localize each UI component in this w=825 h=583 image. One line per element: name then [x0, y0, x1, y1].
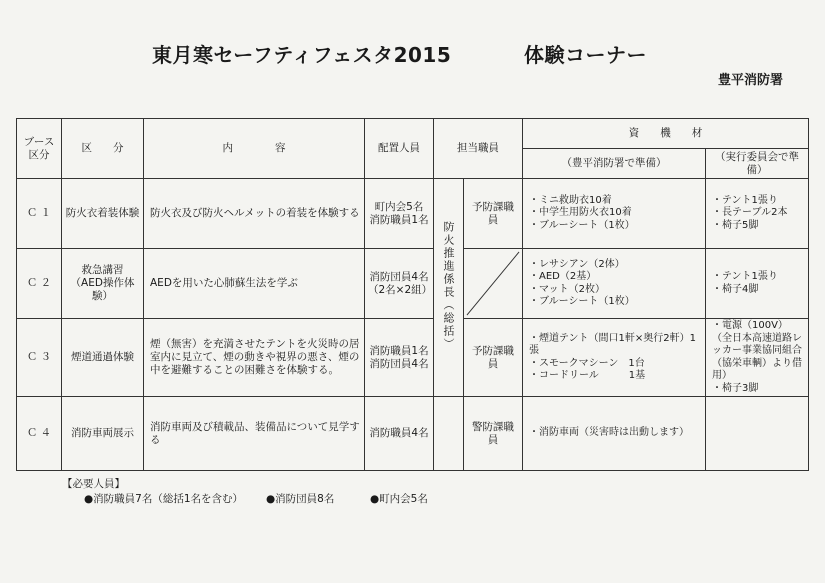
staff-line: 消防団員4名	[369, 270, 429, 283]
list-item: ・ブルーシート（1枚）	[529, 219, 635, 231]
content-cell: 煙（無害）を充満させたテントを火災時の居室内に見立て、煙の動きや視界の悪さ、煙の中を避難することの困難さを体験する。	[144, 319, 365, 397]
officer-supervisor-text: 防火推進係長（総括）	[442, 220, 455, 351]
list-item: ・マット（2枚）	[529, 283, 605, 295]
list-item: ・レサシアン（2体）	[529, 258, 625, 270]
officer-cell-empty	[464, 249, 523, 319]
list-item: ・煙道テント（間口1軒×奥行2軒）1張	[529, 332, 696, 356]
header-staff: 配置人員	[365, 119, 434, 179]
staff-cell	[365, 319, 434, 397]
list-item: ・スモークマシーン 1台	[529, 357, 645, 369]
category-cell	[62, 179, 144, 249]
equipment-committee-cell	[706, 319, 809, 397]
list-item: （全日本高速道路レッカー事業協同組合（協栄車輌）より借用）	[712, 332, 802, 381]
department-name: 豊平消防署	[718, 73, 784, 88]
staff-line: （2名×2組）	[368, 283, 433, 296]
list-item: ・椅子3脚	[712, 382, 759, 394]
list-item: ・椅子4脚	[712, 283, 759, 295]
booth-id: Ｃ ３	[17, 319, 62, 397]
officer-supervisor-cell-empty	[434, 397, 464, 471]
booth-id: Ｃ ４	[17, 397, 62, 471]
header-booth: ブース 区分	[17, 119, 62, 179]
officer-cell: 警防課職員	[464, 397, 523, 471]
header-officer: 担当職員	[434, 119, 523, 179]
table-row	[17, 319, 809, 397]
staff-cell	[365, 249, 434, 319]
experience-corner-table	[16, 118, 809, 471]
staff-cell	[365, 397, 434, 471]
staff-line: 消防団員4名	[369, 357, 429, 370]
required-personnel-item: ●消防職員7名（総括1名を含む）	[84, 493, 244, 505]
list-item: ・電源（100V）	[712, 320, 788, 331]
list-item: ・中学生用防火衣10着	[529, 207, 632, 219]
equipment-fire-dept-cell	[523, 397, 706, 471]
header-equipment: 資 機 材	[523, 119, 809, 149]
header-equipment-fire-dept: （豊平消防署で準備）	[523, 149, 706, 179]
diagonal-strike	[464, 249, 522, 318]
document-title: 東月寒セーフティフェスタ2015	[152, 43, 452, 67]
list-item: ・消防車両（災害時は出動します）	[529, 427, 689, 439]
category-cell	[62, 319, 144, 397]
staff-line: 町内会5名	[374, 200, 424, 213]
equipment-fire-dept-cell	[523, 319, 706, 397]
officer-cell: 予防課職員	[464, 179, 523, 249]
content-cell: AEDを用いた心肺蘇生法を学ぶ	[144, 249, 365, 319]
header-row	[17, 119, 809, 149]
list-item: ・ミニ救助衣10着	[529, 194, 612, 206]
list-item: ・テント1張り	[712, 194, 778, 206]
table-row	[17, 397, 809, 471]
category-line: （AED操作体験）	[70, 277, 135, 302]
category-cell	[62, 249, 144, 319]
list-item: ・椅子5脚	[712, 219, 759, 231]
list-item: ・ブルーシート（1枚）	[529, 296, 635, 307]
booth-id: Ｃ ２	[17, 249, 62, 319]
required-personnel-item: ●町内会5名	[370, 493, 428, 505]
document-subtitle: 体験コーナー	[524, 43, 647, 67]
category-line: 消防車両展示	[71, 427, 134, 439]
equipment-fire-dept-cell	[523, 249, 706, 319]
list-item: ・長テーブル2本	[712, 207, 788, 219]
equipment-committee-cell	[706, 179, 809, 249]
staff-line: 消防職員1名	[369, 213, 429, 226]
category-line: 救急講習	[81, 264, 124, 276]
equipment-committee-cell	[706, 397, 809, 471]
equipment-fire-dept-cell	[523, 179, 706, 249]
category-line: 防火衣着装体験	[65, 207, 140, 219]
booth-id: Ｃ １	[17, 179, 62, 249]
equipment-committee-cell	[706, 249, 809, 319]
officer-supervisor-cell	[434, 179, 464, 397]
table-row	[17, 179, 809, 249]
content-cell: 防火衣及び防火ヘルメットの着装を体験する	[144, 179, 365, 249]
category-cell	[62, 397, 144, 471]
staff-cell	[365, 179, 434, 249]
header-content: 内 容	[144, 119, 365, 179]
list-item: ・コードリール 1基	[529, 370, 646, 381]
staff-line: 消防職員4名	[369, 427, 429, 439]
list-item: ・テント1張り	[712, 271, 778, 282]
officer-cell: 予防課職員	[464, 319, 523, 397]
header-equipment-committee: （実行委員会で準備）	[706, 149, 809, 179]
content-cell: 消防車両及び積載品、装備品について見学する	[144, 397, 365, 471]
list-item: ・AED（2基）	[529, 271, 597, 282]
required-personnel-item: ●消防団員8名	[266, 493, 335, 505]
required-personnel-title: 【必要人員】	[62, 478, 125, 490]
header-category: 区 分	[62, 119, 144, 179]
staff-line: 消防職員1名	[369, 344, 429, 357]
table-row	[17, 249, 809, 319]
category-line: 煙道通過体験	[71, 351, 134, 363]
